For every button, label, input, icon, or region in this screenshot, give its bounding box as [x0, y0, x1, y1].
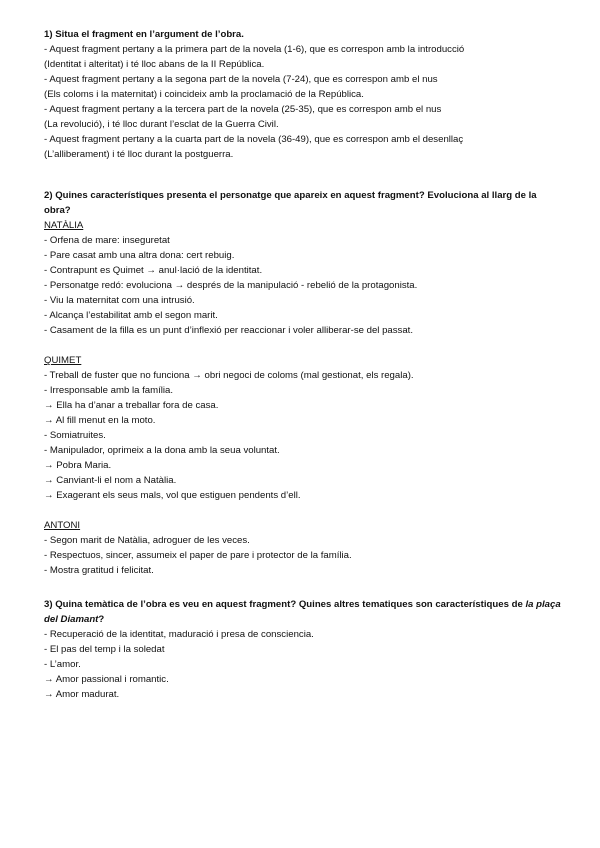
list-item: - Personatge redó: evoluciona → després de la manipulació - rebelió de la protagonista.: [44, 280, 418, 291]
answer-line: (Els coloms i la maternitat) i coincideix amb la proclamació de la República.: [44, 89, 364, 100]
list-item: - L’amor.: [44, 659, 81, 670]
list-item: - Viu la maternitat com una intrusió.: [44, 295, 195, 306]
question-3-text: 3) Quina temàtica de l’obra es veu en aquest fragment? Quines altres tematiques son característiques de: [44, 599, 526, 610]
list-item: → Amor madurat.: [44, 689, 120, 700]
section-2: [44, 188, 564, 578]
answer-line: - Aquest fragment pertany a la cuarta part de la novela (36-49), que es correspon amb el desenllaç: [44, 134, 464, 145]
list-item: - Mostra gratitud i felicitat.: [44, 565, 154, 576]
list-item: - Recuperació de la identitat, maduració i presa de consciencia.: [44, 629, 314, 640]
list-item: → Amor passional i romantic.: [44, 674, 169, 685]
list-item: - Alcança l’estabilitat amb el segon marit.: [44, 310, 218, 321]
list-item: - Segon marit de Natàlia, adroguer de les veces.: [44, 535, 250, 546]
question-3-end: ?: [98, 614, 105, 625]
heading-antoni: ANTONI: [44, 520, 81, 531]
section-1: [44, 27, 564, 162]
list-item: - Respectuos, sincer, assumeix el paper de pare i protector de la família.: [44, 550, 352, 561]
list-item: - Orfena de mare: inseguretat: [44, 235, 170, 246]
natalia-list: [44, 233, 564, 338]
list-item: → Exagerant els seus mals, vol que estiguen pendents d’ell.: [44, 490, 301, 501]
heading-natalia: NATÀLIA: [44, 220, 84, 231]
list-item: - Pare casat amb una altra dona: cert rebuig.: [44, 250, 235, 261]
list-item: - Somiatruites.: [44, 430, 106, 441]
list-item: → Canviant-li el nom a Natàlia.: [44, 475, 177, 486]
section-3-answer: [44, 627, 564, 702]
list-item: → Al fill menut en la moto.: [44, 415, 156, 426]
answer-line: - Aquest fragment pertany a la tercera part de la novela (25-35), que es correspon amb el nus: [44, 104, 442, 115]
list-item: - Casament de la filla es un punt d’inflexió per reaccionar i voler alliberar-se del passat.: [44, 325, 414, 336]
novel-title: la plaça del Diamant: [44, 599, 561, 625]
list-item: → Pobra Maria.: [44, 460, 112, 471]
antoni-list: [44, 533, 564, 578]
section-3: [44, 597, 564, 702]
list-item: - Treball de fuster que no funciona → obri negoci de coloms (mal gestionat, els regala).: [44, 370, 414, 381]
list-item: - Irresponsable amb la família.: [44, 385, 174, 396]
question-1: 1) Situa el fragment en l’argument de l’obra.: [44, 29, 244, 40]
heading-quimet: QUIMET: [44, 355, 82, 366]
list-item: - Contrapunt es Quimet → anul·lació de la identitat.: [44, 265, 263, 276]
answer-line: (Identitat i alteritat) i té lloc abans de la II República.: [44, 59, 265, 70]
list-item: - El pas del temp i la soledat: [44, 644, 165, 655]
answer-line: (La revolució), i té lloc durant l’esclat de la Guerra Civil.: [44, 119, 279, 130]
question-3: [44, 597, 564, 627]
list-item: - Manipulador, oprimeix a la dona amb la seua voluntat.: [44, 445, 280, 456]
question-2: 2) Quines característiques presenta el personatge que apareix en aquest fragment? Evoluciona al llarg de la obra?: [44, 190, 537, 216]
answer-line: - Aquest fragment pertany a la primera part de la novela (1-6), que es correspon amb la introducció: [44, 44, 465, 55]
list-item: → Ella ha d’anar a treballar fora de casa.: [44, 400, 219, 411]
section-1-answer: [44, 42, 564, 162]
answer-line: (L’alliberament) i té lloc durant la postguerra.: [44, 149, 234, 160]
answer-line: - Aquest fragment pertany a la segona part de la novela (7-24), que es correspon amb el nus: [44, 74, 438, 85]
quimet-list: [44, 368, 564, 503]
